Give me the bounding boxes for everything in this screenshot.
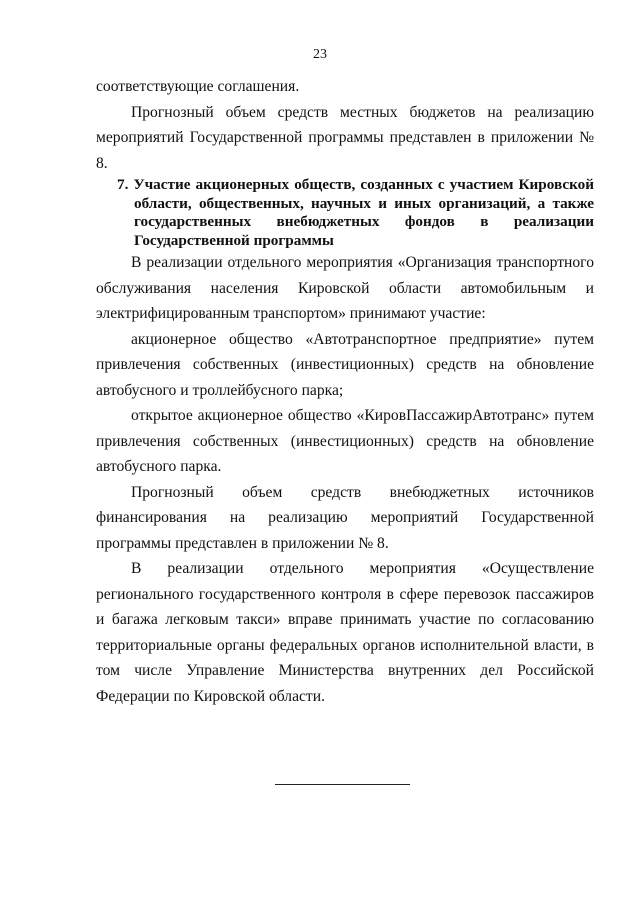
paragraph-oao-kirov: открытое акционерное общество «КировПассажирАвтотранс» путем привлечения собственных (инвестиционных) средств на обновление автобусного парка. (96, 407, 594, 475)
page-number: 23 (313, 47, 327, 62)
end-rule (275, 784, 410, 785)
paragraph-transport-measure: В реализации отдельного мероприятия «Организация транспортного обслуживания населения Кировской области автомобильным и электрифицированным транспортом» принимают участие: (96, 254, 594, 322)
section-heading: 7. Участие акционерных обществ, созданных с участием Кировской области, общественных, научных и иных организаций, а также государственных внебюджетных фондов в реализации Государственной программы (117, 176, 594, 249)
paragraph-ao-atp: акционерное общество «Автотранспортное предприятие» путем привлечения собственных (инвестиционных) средств на обновление автобусного и троллейбусного парка; (96, 330, 594, 399)
paragraph-taxi-control: В реализации отдельного мероприятия «Осуществление регионального государственного контроля в сфере перевозок пассажиров и багажа легковым такси» вправе принимать участие по согласованию территориальные органы федеральных органов исполнительной власти, в том числе Управление Министерства внутренних дел Российской Федерации по Кировской области. (96, 560, 594, 705)
document-body (96, 74, 594, 709)
paragraph-continuation: соответствующие соглашения. (96, 78, 300, 95)
paragraph-extrabudget: Прогнозный объем средств внебюджетных источников финансирования на реализацию мероприятий Государственной программы представлен в приложении № 8. (96, 483, 594, 552)
paragraph-local-budget: Прогнозный объем средств местных бюджетов на реализацию мероприятий Государственной программы представлен в приложении № 8. (96, 103, 594, 172)
